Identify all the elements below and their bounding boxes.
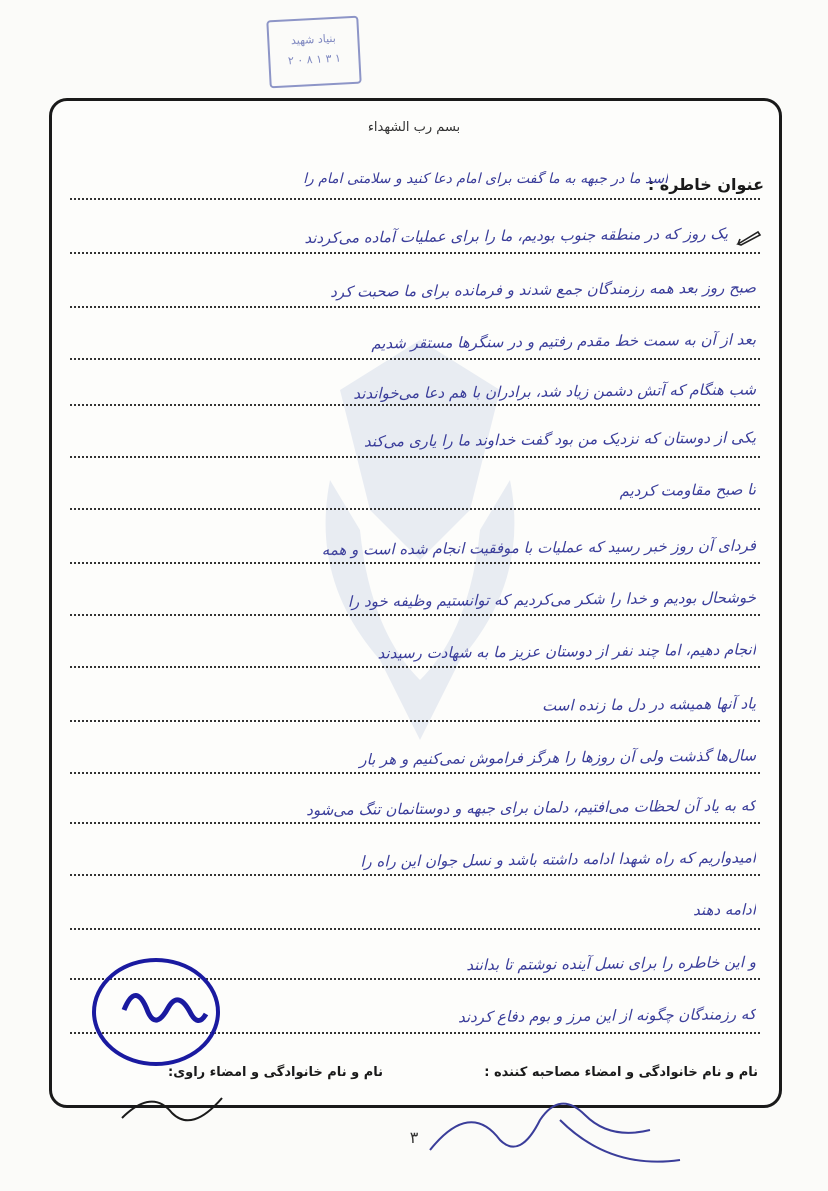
writing-line bbox=[70, 562, 760, 564]
handwritten-line: فردای آن روز خبر رسید که عملیات با موفقیت انجام شده است و همه bbox=[321, 536, 757, 559]
handwritten-line: یک روز که در منطقه جنوب بودیم، ما را برای عملیات آماده می‌کردند bbox=[304, 224, 729, 248]
writing-line bbox=[70, 358, 760, 360]
handwritten-line: یاد آنها همیشه در دل ما زنده است bbox=[542, 694, 757, 715]
memory-title-label: عنوان خاطره : bbox=[647, 175, 764, 194]
writing-line bbox=[70, 198, 760, 200]
handwritten-line: تا صبح مقاومت کردیم bbox=[619, 480, 757, 500]
writing-line bbox=[70, 508, 760, 510]
writing-line bbox=[70, 822, 760, 824]
writing-line bbox=[70, 666, 760, 668]
narrator-signature-icon bbox=[112, 1078, 232, 1133]
stamp-line: بنیاد شهید bbox=[290, 31, 337, 48]
writing-line bbox=[70, 306, 760, 308]
handwritten-line: صبح روز بعد همه رزمندگان جمع شدند و فرمانده برای ما صحبت کرد bbox=[330, 278, 757, 301]
interviewer-signature-label: نام و نام خانوادگی و امضاء مصاحبه کننده : bbox=[484, 1065, 758, 1080]
handwritten-line: که رزمندگان چگونه از این مرز و بوم دفاع کردند bbox=[457, 1005, 757, 1027]
stamp-line: ۲ ۰ ۸ ۱ ۳ ۱ bbox=[287, 51, 342, 68]
handwritten-line: انجام دهیم، اما چند نفر از دوستان عزیز ما به شهادت رسیدند bbox=[377, 640, 757, 663]
writing-line bbox=[70, 928, 760, 930]
memory-title-value: اسد ما در جبهه به ما گفت برای امام دعا کنید و سلامتی امام را bbox=[303, 171, 668, 187]
page-number: ۳ bbox=[409, 1128, 419, 1147]
narrator-signature-label: نام و نام خانوادگی و امضاء راوی: bbox=[168, 1065, 383, 1080]
handwritten-line: یکی از دوستان که نزدیک من بود گفت خداوند ما را یاری می‌کند bbox=[363, 428, 757, 451]
handwritten-line: بعد از آن به سمت خط مقدم رفتیم و در سنگرها مستقر شدیم bbox=[371, 330, 757, 353]
writing-line bbox=[70, 456, 760, 458]
bismillah-header: بسم رب الشهداء bbox=[367, 120, 461, 135]
handwritten-line: شب هنگام که آتش دشمن زیاد شد، برادران با هم دعا می‌خواندند bbox=[353, 380, 757, 403]
pen-icon bbox=[736, 228, 762, 246]
handwritten-line: خوشحال بودیم و خدا را شکر می‌کردیم که توانستیم وظیفه خود را bbox=[347, 588, 757, 611]
writing-line bbox=[70, 614, 760, 616]
archive-stamp bbox=[266, 16, 361, 89]
writing-line bbox=[70, 874, 760, 876]
handwritten-line: سال‌ها گذشت ولی آن روزها را هرگز فراموش نمی‌کنیم و هر بار bbox=[359, 746, 757, 769]
narrator-seal-icon bbox=[86, 950, 246, 1080]
writing-line bbox=[70, 772, 760, 774]
handwritten-line: و این خاطره را برای نسل آینده نوشتم تا بدانند bbox=[466, 953, 757, 975]
handwritten-line: ادامه دهند bbox=[693, 900, 757, 920]
handwritten-line: که به یاد آن لحظات می‌افتیم، دلمان برای جبهه و دوستانمان تنگ می‌شود bbox=[306, 796, 757, 820]
writing-line bbox=[70, 720, 760, 722]
writing-line bbox=[70, 252, 760, 254]
handwritten-line: امیدواریم که راه شهدا ادامه داشته باشد و نسل جوان این راه را bbox=[360, 848, 757, 871]
